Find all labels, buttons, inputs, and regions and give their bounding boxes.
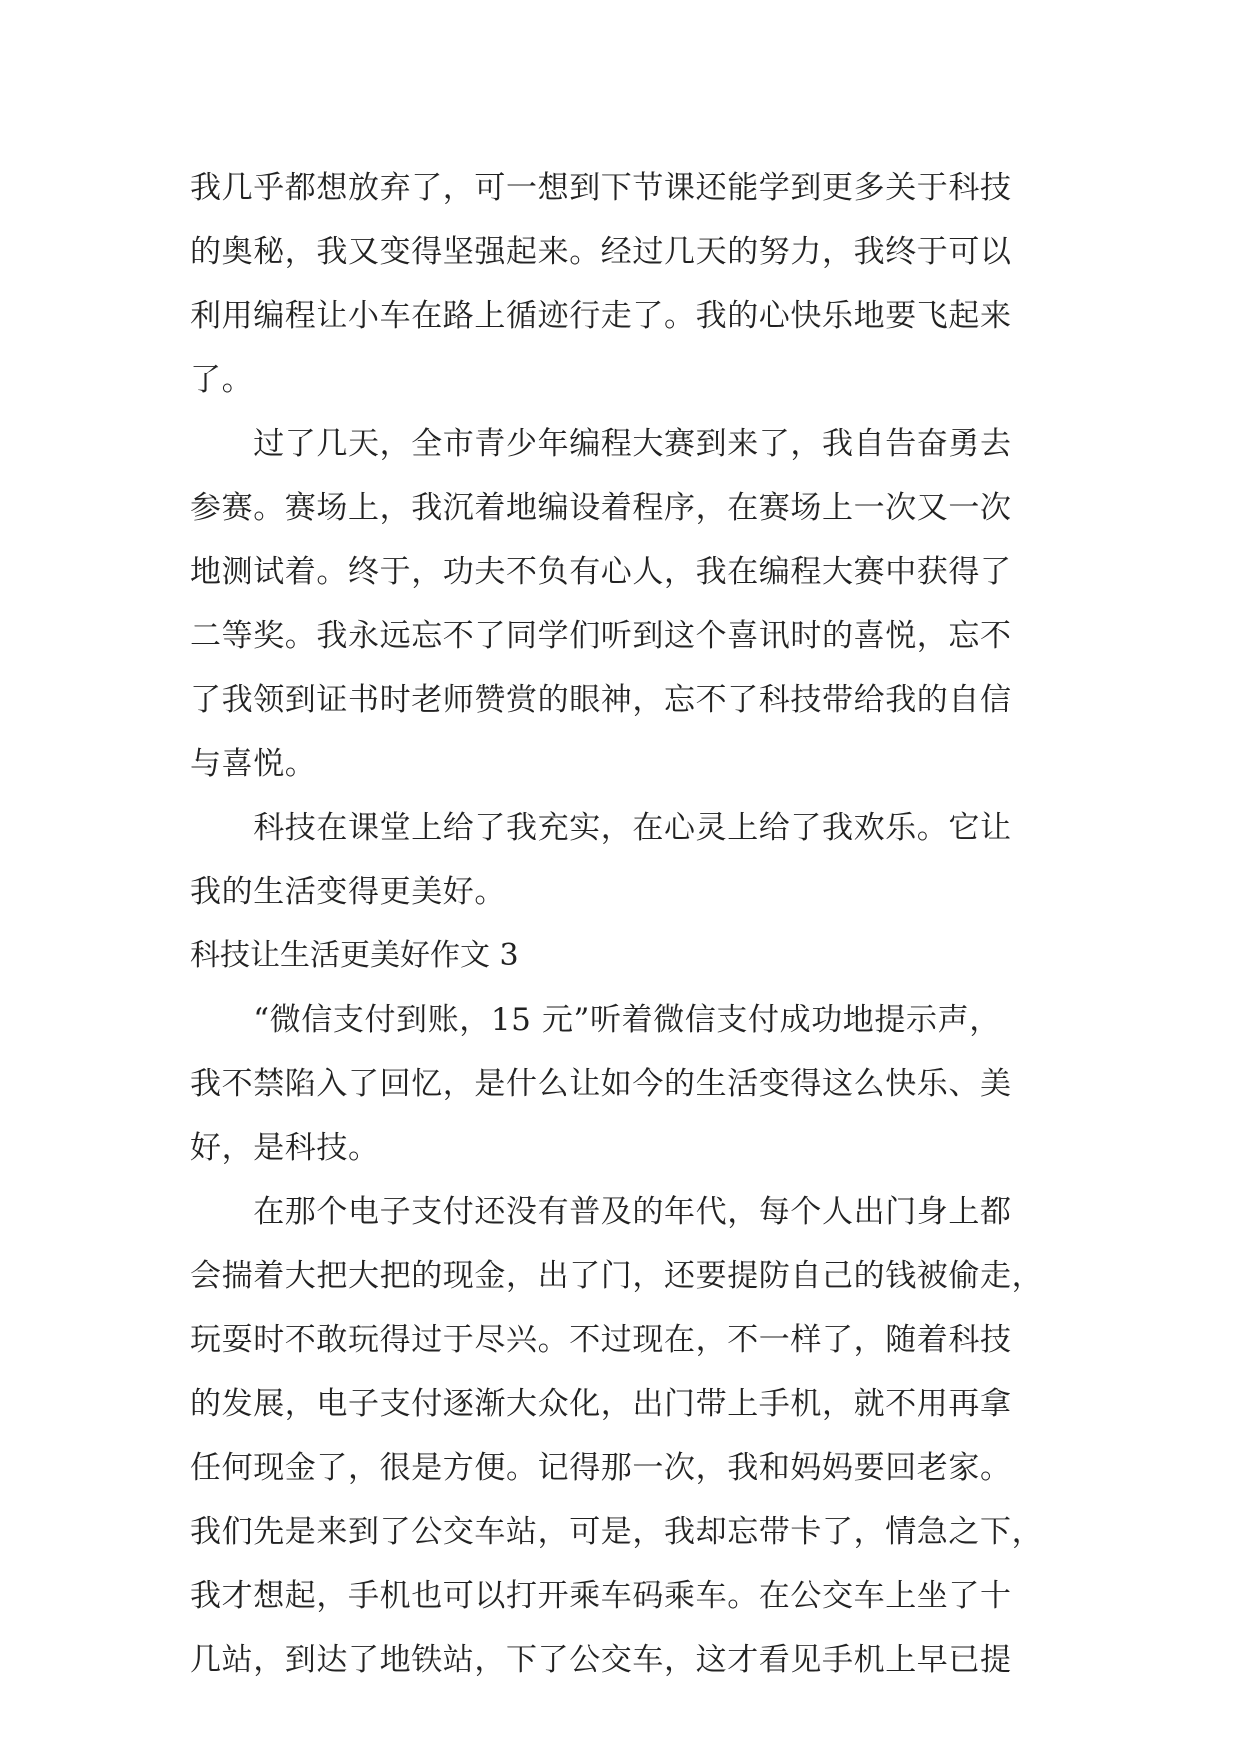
text-line: 玩耍时不敢玩得过于尽兴。不过现在，不一样了，随着科技: [190, 1322, 1012, 1358]
text-line: 任何现金了，很是方便。记得那一次，我和妈妈要回老家。: [190, 1450, 1012, 1486]
text-line: 的发展，电子支付逐渐大众化，出门带上手机，就不用再拿: [190, 1386, 1012, 1422]
section-heading: 科技让生活更美好作文 3: [190, 938, 519, 973]
text-line: 在那个电子支付还没有普及的年代，每个人出门身上都: [190, 1194, 1012, 1230]
text-line: 地测试着。终于，功夫不负有心人，我在编程大赛中获得了: [190, 554, 1012, 590]
text-line: 我不禁陷入了回忆，是什么让如今的生活变得这么快乐、美: [190, 1066, 1012, 1102]
text-line: 几站，到达了地铁站，下了公交车，这才看见手机上早已提: [190, 1642, 1012, 1678]
text-line: 我才想起，手机也可以打开乘车码乘车。在公交车上坐了十: [190, 1578, 1012, 1614]
text-line: 的奥秘，我又变得坚强起来。经过几天的努力，我终于可以: [190, 234, 1012, 270]
text-line: 我的生活变得更美好。: [190, 874, 506, 910]
text-line: 会揣着大把大把的现金，出了门，还要提防自己的钱被偷走，: [190, 1258, 1044, 1294]
document-body: [190, 156, 1050, 1692]
text-line: 与喜悦。: [190, 746, 317, 782]
text-line: 过了几天，全市青少年编程大赛到来了，我自告奋勇去: [190, 426, 1012, 462]
text-line: 利用编程让小车在路上循迹行走了。我的心快乐地要飞起来: [190, 298, 1012, 334]
text-line: 参赛。赛场上，我沉着地编设着程序，在赛场上一次又一次: [190, 490, 1012, 526]
text-line: 好，是科技。: [190, 1130, 380, 1166]
text-line: 了。: [190, 362, 254, 398]
text-line: 我几乎都想放弃了，可一想到下节课还能学到更多关于科技: [190, 170, 1012, 206]
text-line: 科技在课堂上给了我充实，在心灵上给了我欢乐。它让: [190, 810, 1012, 846]
text-line: 二等奖。我永远忘不了同学们听到这个喜讯时的喜悦，忘不: [190, 618, 1012, 654]
text-line: “微信支付到账，15 元”听着微信支付成功地提示声，: [190, 1002, 1001, 1038]
text-line: 了我领到证书时老师赞赏的眼神，忘不了科技带给我的自信: [190, 682, 1012, 718]
text-line: 我们先是来到了公交车站，可是，我却忘带卡了，情急之下，: [190, 1514, 1044, 1550]
